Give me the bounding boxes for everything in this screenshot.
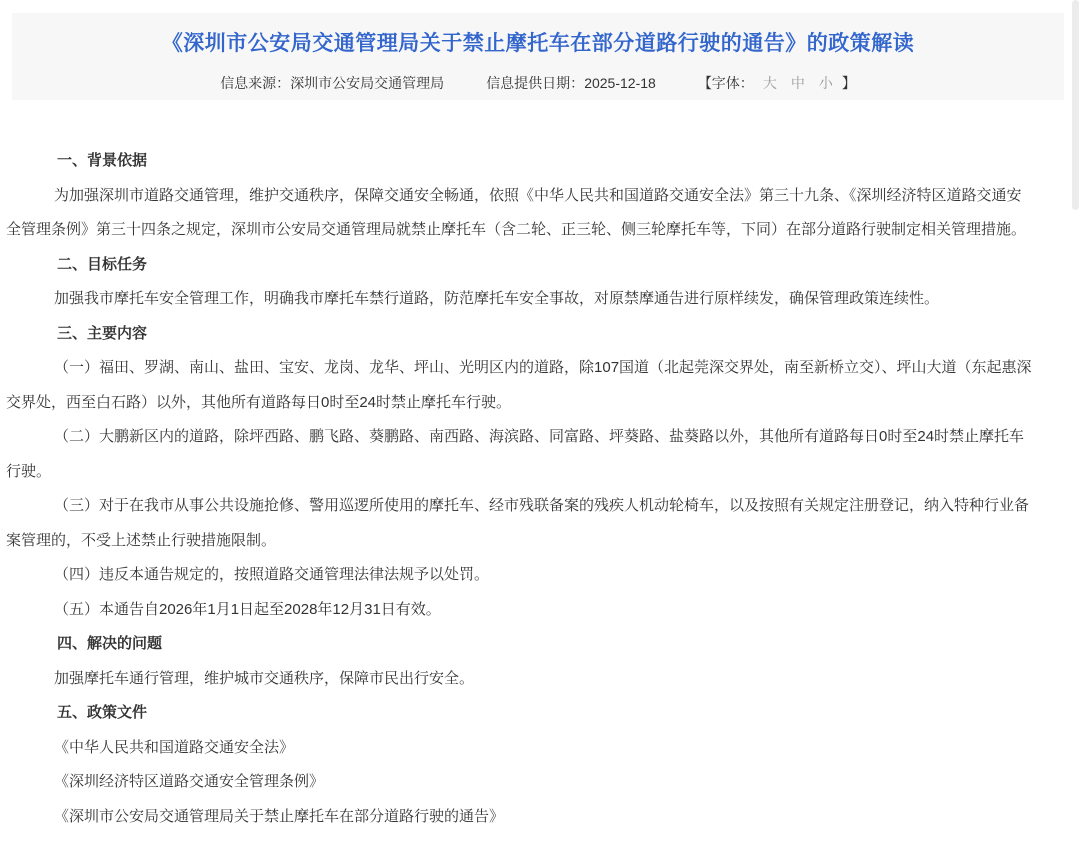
section-heading: 三、主要内容 [57, 324, 148, 342]
paragraph: 《深圳经济特区道路交通安全管理条例》 [54, 773, 325, 790]
article-section [6, 248, 1034, 317]
font-size-medium-button[interactable]: 中 [790, 75, 805, 91]
info-source-value: 深圳市公安局交通管理局 [290, 75, 445, 91]
page-title: 《深圳市公安局交通管理局关于禁止摩托车在部分道路行驶的通告》的政策解读 [161, 32, 915, 55]
document-header [12, 13, 1064, 100]
section-heading: 一、背景依据 [57, 152, 148, 169]
paragraph: （一）福田、罗湖、南山、盐田、宝安、龙岗、龙华、坪山、光明区内的道路，除107国道（北起莞深交界处，南至新桥立交）、坪山大道（东起惠深交界处，西至白石路）以外，其他所有道路每日0时至24时禁止摩托车行驶。 [6, 359, 1032, 411]
paragraph: 加强我市摩托车安全管理工作，明确我市摩托车禁行道路，防范摩托车安全事故，对原禁摩通告进行原样续发，确保管理政策连续性。 [54, 290, 940, 307]
article-body [0, 100, 1064, 834]
section-heading: 二、目标任务 [57, 255, 148, 273]
info-date [486, 73, 656, 93]
font-size-small-button[interactable]: 小 [818, 75, 833, 91]
article-section [6, 627, 1034, 696]
info-date-value: 2025-12-18 [584, 75, 656, 91]
meta-line [12, 73, 1064, 93]
font-size-large-button[interactable]: 大 [762, 75, 777, 91]
section-heading: 五、政策文件 [57, 704, 148, 721]
font-label-close: 】 [841, 75, 856, 91]
section-heading: 四、解决的问题 [57, 635, 163, 652]
font-label-open: 【字体： [697, 75, 754, 91]
article-section [6, 144, 1034, 248]
paragraph: （四）违反本通告规定的，按照道路交通管理法律法规予以处罚。 [54, 566, 490, 583]
article-section [6, 696, 1034, 834]
scrollbar-thumb[interactable] [1072, 0, 1079, 210]
scrollbar-track[interactable] [1071, 0, 1080, 867]
info-source [220, 73, 444, 93]
article-section [6, 317, 1034, 628]
paragraph: 《中华人民共和国道路交通安全法》 [54, 738, 295, 756]
paragraph: （二）大鹏新区内的道路，除坪西路、鹏飞路、葵鹏路、南西路、海滨路、同富路、坪葵路、盐葵路以外，其他所有道路每日0时至24时禁止摩托车行驶。 [6, 428, 1025, 480]
info-source-label: 信息来源： [220, 75, 291, 91]
paragraph: （三）对于在我市从事公共设施抢修、警用巡逻所使用的摩托车、经市残联备案的残疾人机动轮椅车，以及按照有关规定注册登记，纳入特种行业备案管理的，不受上述禁止行驶措施限制。 [6, 497, 1030, 549]
paragraph: 为加强深圳市道路交通管理，维护交通秩序，保障交通安全畅通，依照《中华人民共和国道路交通安全法》第三十九条、《深圳经济特区道路交通安全管理条例》第三十四条之规定，深圳市公安局交通管理局就禁止摩托车（含二轮、正三轮、侧三轮摩托车等，下同）在部分道路行驶制定相关管理措施。 [6, 186, 1027, 238]
paragraph: 《深圳市公安局交通管理局关于禁止摩托车在部分道路行驶的通告》 [54, 807, 505, 825]
font-size-controls [698, 73, 856, 93]
paragraph: （五）本通告自2026年1月1日起至2028年12月31日有效。 [54, 600, 441, 618]
info-date-label: 信息提供日期： [486, 75, 585, 91]
paragraph: 加强摩托车通行管理，维护城市交通秩序，保障市民出行安全。 [54, 669, 475, 687]
